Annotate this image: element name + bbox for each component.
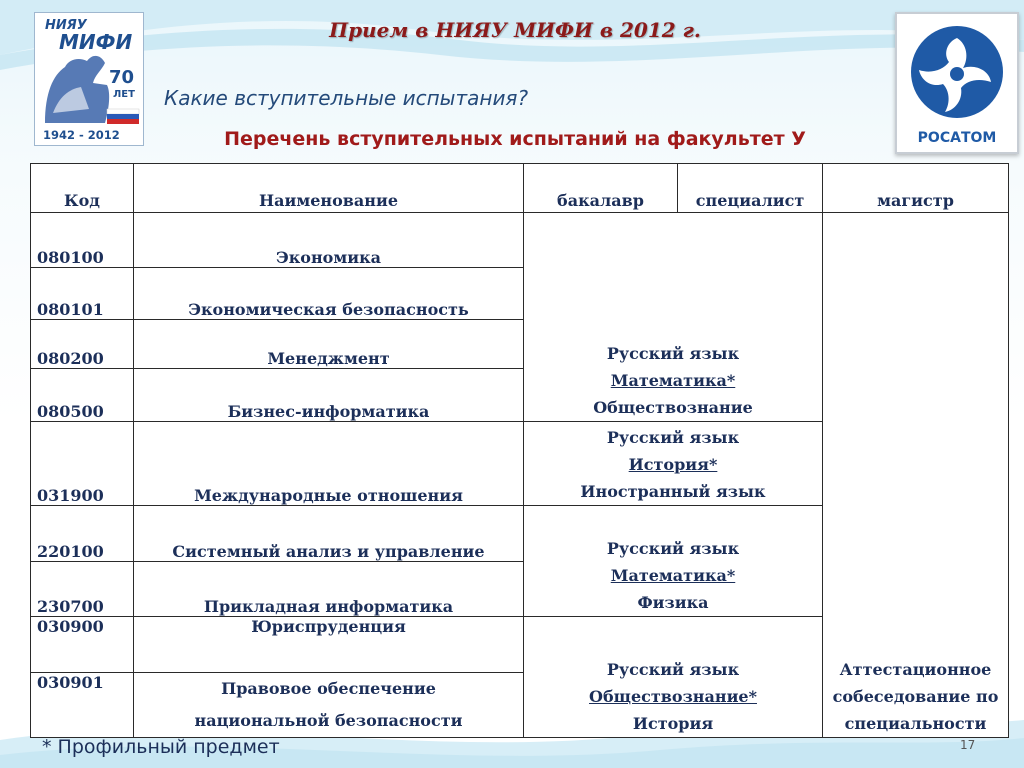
row-code: 030900	[31, 617, 134, 673]
page-subtitle: Какие вступительные испытания?	[164, 86, 529, 110]
header-name: Наименование	[134, 164, 524, 213]
rosatom-atom-icon	[897, 14, 1017, 152]
exam-group-1	[524, 213, 823, 422]
row-code: 080101	[31, 268, 134, 320]
exam-line: Иностранный язык	[580, 482, 766, 501]
exam-line: Обществознание	[593, 398, 753, 417]
master-line: специальности	[844, 714, 987, 733]
row-code: 080500	[31, 369, 134, 422]
logo-mephi-text: МИФИ	[59, 30, 133, 54]
page-number: 17	[960, 738, 976, 752]
rosatom-text: РОСАТОМ	[917, 130, 997, 146]
exam-group-4	[524, 617, 823, 738]
logo-70-text: 70	[109, 67, 135, 88]
row-name: Менеджмент	[134, 320, 524, 369]
entrance-exams-table	[30, 163, 1009, 738]
page-title: Прием в НИЯУ МИФИ в 2012 г.	[329, 18, 701, 42]
exam-group-3	[524, 506, 823, 617]
row-name: Бизнес-информатика	[134, 369, 524, 422]
row-code: 080100	[31, 213, 134, 268]
table-row	[31, 213, 1009, 268]
exam-line-profile: Обществознание*	[589, 687, 757, 706]
exam-group-2	[524, 422, 823, 506]
row-name	[134, 673, 524, 738]
logo-let-text: ЛЕТ	[113, 89, 135, 100]
master-line: собеседование по	[832, 687, 999, 706]
row-name-line: национальной безопасности	[194, 711, 463, 730]
header-specialist: специалист	[678, 164, 823, 213]
header-bachelor: бакалавр	[524, 164, 678, 213]
row-code: 080200	[31, 320, 134, 369]
exam-line: Физика	[637, 593, 709, 612]
row-name: Экономическая безопасность	[134, 268, 524, 320]
exam-line: История	[632, 714, 714, 733]
header-code: Код	[31, 164, 134, 213]
mephi-70-logo	[34, 12, 144, 146]
row-name: Прикладная информатика	[134, 562, 524, 617]
exam-line-profile: Математика*	[610, 371, 736, 390]
row-name: Экономика	[134, 213, 524, 268]
mephi-logo-icon	[35, 13, 143, 145]
footnote: * Профильный предмет	[42, 736, 280, 758]
exam-line: Русский язык	[606, 539, 740, 558]
row-name: Международные отношения	[134, 422, 524, 506]
logo-niyau-text: НИЯУ	[45, 18, 87, 33]
row-code: 030901	[31, 673, 134, 738]
exam-line: Русский язык	[606, 660, 740, 679]
exam-line-profile: Математика*	[610, 566, 736, 585]
row-code: 230700	[31, 562, 134, 617]
row-name: Системный анализ и управление	[134, 506, 524, 562]
header-master: магистр	[823, 164, 1009, 213]
master-cell	[823, 213, 1009, 738]
row-name-line: Правовое обеспечение	[221, 679, 436, 698]
row-code: 220100	[31, 506, 134, 562]
rosatom-logo	[895, 12, 1019, 154]
master-line: Аттестационное	[839, 660, 992, 679]
exam-line: Русский язык	[606, 428, 740, 447]
exam-line-profile: История*	[628, 455, 718, 474]
logo-dates-text: 1942 - 2012	[43, 128, 120, 142]
table-header-row	[31, 164, 1009, 213]
section-heading: Перечень вступительных испытаний на факультет У	[224, 128, 806, 150]
row-code: 031900	[31, 422, 134, 506]
exam-line: Русский язык	[606, 344, 740, 363]
row-name: Юриспруденция	[134, 617, 524, 673]
